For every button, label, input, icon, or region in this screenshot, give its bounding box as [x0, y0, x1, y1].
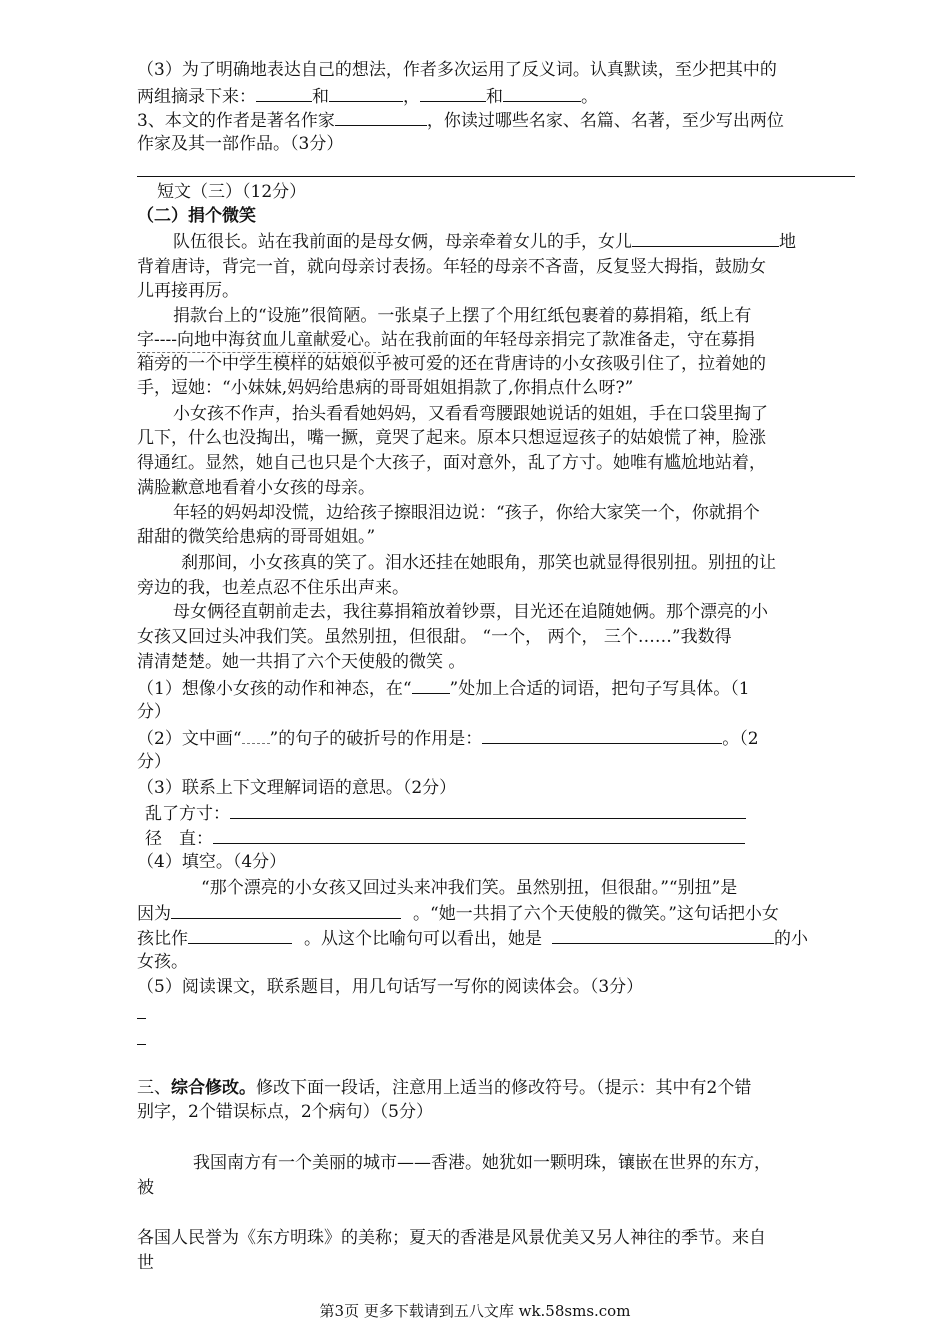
paragraph-3-line3: 得通红。显然，她自己也只是个大孩子，面对意外，乱了方寸。她唯有尴尬地站着，: [137, 453, 766, 473]
paragraph-1: 队伍很长。站在我前面的是母女俩，母亲牵着女儿的手，女儿 地: [173, 229, 893, 254]
wavy-underlined-sentence: 字----向地中海贫血儿童献爱心。: [137, 328, 381, 353]
subquestion-2-line2: 分）: [137, 752, 171, 772]
word-1: 乱了方寸：: [145, 801, 865, 826]
paragraph-1-line2: 背着唐诗，背完一首，就向母亲讨表扬。年轻的母亲不吝啬，反复竖大拇指，鼓励女: [137, 257, 766, 277]
answer-blank[interactable]: [256, 84, 312, 102]
answer-rule: [137, 176, 855, 177]
subquestion-1: （1）想像小女孩的动作和神态，在“ ”处加上合适的词语，把句子写具体。（1: [137, 676, 857, 701]
paragraph-5-line2: 旁边的我，也差点忍不住乐出声来。: [137, 578, 409, 598]
question-author-line1: 3、本文的作者是著名作家 ，你读过哪些名家、名篇、名著，至少写出两位: [137, 108, 857, 133]
paragraph-4: 年轻的妈妈却没慌，边给孩子擦眼泪边说：“孩子，你给大家笑一个，你就捐个: [173, 503, 760, 523]
answer-blank[interactable]: [188, 926, 292, 944]
question-3-line2: 两组摘录下来： 和 ， 和 。: [137, 84, 857, 109]
answer-blank[interactable]: [213, 826, 745, 844]
subquestion-4-line2: 因为 。“她一共捐了六个天使般的微笑。”这句话把小女: [137, 901, 857, 926]
answer-blank[interactable]: [552, 926, 774, 944]
question-author-line2: 作家及其一部作品。（3分）: [137, 134, 344, 154]
answer-blank[interactable]: [420, 84, 486, 102]
subquestion-3: （3）联系上下文理解词语的意思。（2分）: [137, 778, 457, 798]
paragraph-2-line4: 手，逗她：“小妹妹,妈妈给患病的哥哥姐姐捐款了,你捐点什么呀?”: [137, 378, 634, 398]
word-2: 径 直：: [145, 826, 865, 851]
answer-blank[interactable]: [171, 901, 401, 919]
answer-blank[interactable]: [632, 229, 779, 247]
section-3-heading-line2: 别字，2个错误标点，2个病句）（5分）: [137, 1102, 433, 1122]
story-title: （二）捐个微笑: [137, 206, 256, 226]
paragraph-2-line2: 字----向地中海贫血儿童献爱心。站在我前面的年轻母亲捐完了款准备走，守在募捐: [137, 328, 857, 353]
revision-paragraph-line2: 被: [137, 1178, 154, 1198]
page-footer: 第3页 更多下载请到五八文库 wk.58sms.com: [319, 1302, 631, 1320]
question-3-line1: （3）为了明确地表达自己的想法，作者多次运用了反义词。认真默读，至少把其中的: [137, 60, 777, 80]
revision-paragraph: 我国南方有一个美丽的城市——香港。她犹如一颗明珠，镶嵌在世界的东方，: [193, 1153, 771, 1173]
paragraph-6: 母女俩径直朝前走去，我往募捐箱放着钞票，目光还在追随她俩。那个漂亮的小: [173, 602, 768, 622]
answer-rule: [137, 1018, 146, 1019]
paragraph-6-line2: 女孩又回过头冲我们笑。虽然别扭，但很甜。 “一个， 两个， 三个……”我数得: [137, 627, 732, 647]
wavy-line-sample: [242, 729, 270, 744]
paragraph-2-line3: 箱旁的一个中学生模样的姑娘似乎被可爱的还在背唐诗的小女孩吸引住了，拉着她的: [137, 354, 766, 374]
subquestion-1-line2: 分）: [137, 702, 171, 722]
answer-blank[interactable]: [335, 108, 427, 126]
paragraph-3-line2: 几下，什么也没掏出，嘴一撅，竟哭了起来。原本只想逗逗孩子的姑娘慌了神，脸涨: [137, 428, 766, 448]
paragraph-6-line3: 清清楚楚。她一共捐了六个天使般的微笑 。: [137, 652, 466, 672]
paragraph-3-line4: 满脸歉意地看着小女孩的母亲。: [137, 478, 375, 498]
answer-blank[interactable]: [482, 726, 722, 744]
subquestion-4-line3: 孩比作 。从这个比喻句可以看出，她是 的小: [137, 926, 857, 951]
paragraph-2: 捐款台上的“设施”很简陋。一张桌子上摆了个用红纸包裹着的募捐箱，纸上有: [173, 306, 752, 326]
answer-blank[interactable]: [329, 84, 403, 102]
section-title: 短文（三）（12分）: [157, 182, 307, 202]
subquestion-4-line4: 女孩。: [137, 952, 188, 972]
paragraph-4-line2: 甜甜的微笑给患病的哥哥姐姐。”: [137, 527, 376, 547]
blank-sample: [412, 676, 450, 694]
revision-paragraph-line3: 各国人民誉为《东方明珠》的美称；夏天的香港是风景优美又另人神往的季节。来自: [137, 1228, 766, 1248]
paragraph-5: 刹那间，小女孩真的笑了。泪水还挂在她眼角，那笑也就显得很别扭。别扭的让: [181, 553, 776, 573]
answer-blank[interactable]: [503, 84, 581, 102]
section-3-heading: 三、综合修改。修改下面一段话，注意用上适当的修改符号。（提示：其中有2个错: [137, 1078, 752, 1098]
subquestion-2: （2）文中画“ ”的句子的破折号的作用是： 。（2: [137, 726, 857, 751]
answer-rule: [137, 1044, 146, 1045]
paragraph-3: 小女孩不作声，抬头看看她妈妈，又看看弯腰跟她说话的姐姐，手在口袋里掏了: [173, 404, 768, 424]
subquestion-4: （4）填空。（4分）: [137, 852, 287, 872]
paragraph-1-line3: 儿再接再厉。: [137, 281, 239, 301]
subquestion-4-line1: “那个漂亮的小女孩又回过头来冲我们笑。虽然别扭，但很甜。”“别扭”是: [201, 878, 738, 898]
subquestion-5: （5）阅读课文，联系题目，用几句话写一写你的阅读体会。（3分）: [137, 977, 644, 997]
revision-paragraph-line4: 世: [137, 1253, 154, 1273]
answer-blank[interactable]: [230, 801, 746, 819]
